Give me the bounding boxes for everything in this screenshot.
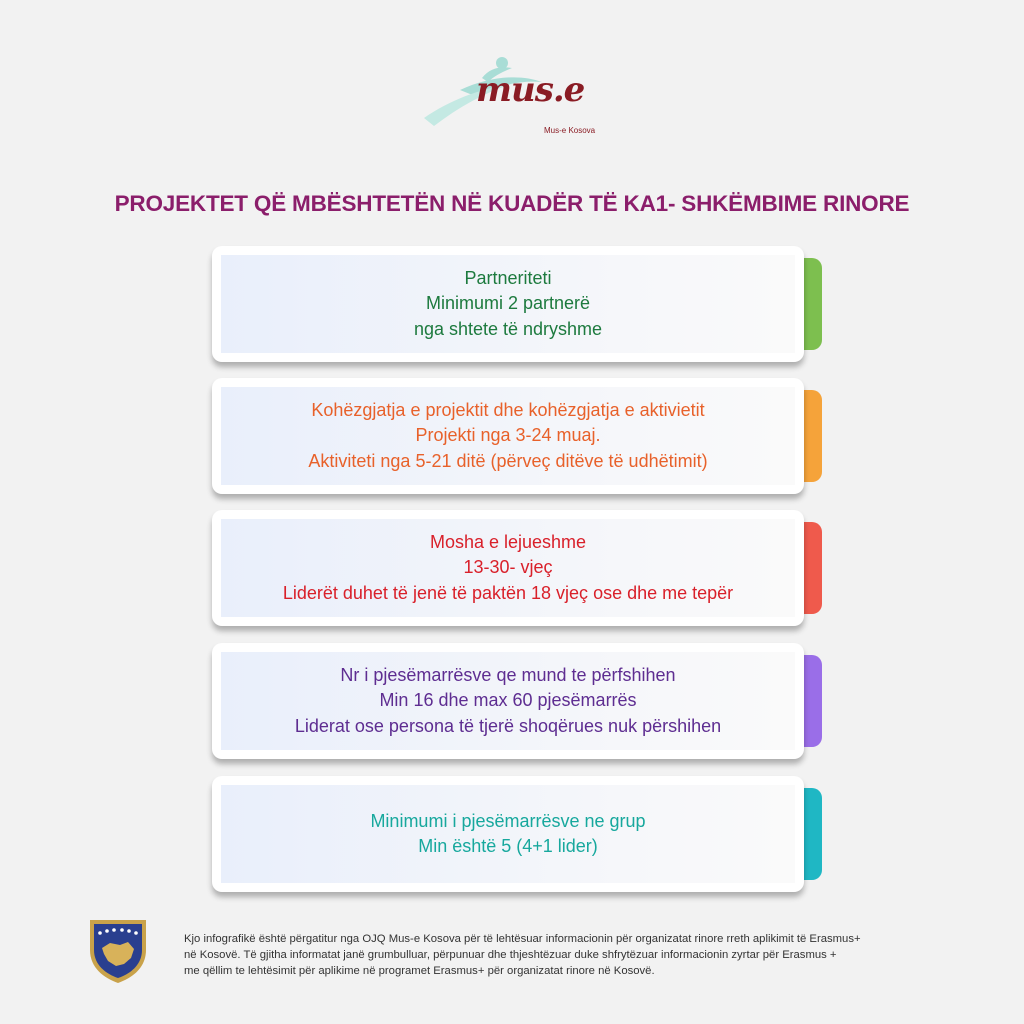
card-panel [212, 776, 804, 892]
footer-note [184, 931, 984, 979]
card-line: Minimumi 2 partnerë [425, 293, 591, 314]
card-content [221, 519, 795, 617]
footer-line: me qëllim te lehtësimit për aplikime në programet Erasmus+ për organizatat rinore në Kosovë. [184, 965, 655, 977]
card-panel [212, 246, 804, 362]
card-content [221, 652, 795, 750]
card-line: Aktiviteti nga 5-21 ditë (përveç ditëve të udhëtimit) [308, 450, 708, 471]
card-line: Projekti nga 3-24 muaj. [415, 425, 601, 446]
card-panel [212, 643, 804, 759]
info-card-duration [212, 378, 822, 496]
card-line: Liderat ose persona të tjerë shoqërues nuk përshihen [294, 715, 722, 736]
card-line: Min është 5 (4+1 lider) [418, 836, 598, 856]
card-heading: Partneriteti [464, 267, 552, 288]
card-line: nga shtete të ndryshme [413, 318, 603, 339]
card-line: Liderët duhet të jenë të paktën 18 vjeç ose dhe me tepër [282, 582, 734, 603]
card-content [221, 255, 795, 353]
card-heading: Mosha e lejueshme [429, 531, 587, 552]
info-card-age [212, 510, 822, 628]
card-content [221, 785, 795, 883]
info-card-participants [212, 643, 822, 761]
logo-wordmark: mus.e [476, 70, 585, 110]
card-heading: Kohëzgjatja e projektit dhe kohëzgjatja e aktivietit [311, 399, 705, 420]
card-panel [212, 378, 804, 494]
card-heading: Nr i pjesëmarrësve qe mund te përfshihen [340, 664, 676, 685]
card-content [221, 387, 795, 485]
card-panel [212, 510, 804, 626]
card-heading: Minimumi i pjesëmarrësve ne grup [370, 810, 646, 831]
page-title: PROJEKTET QË MBËSHTETËN NË KUADËR TË KA1- SHKËMBIME RINORE [114, 191, 910, 216]
mus-e-logo [420, 48, 610, 143]
info-card-group-minimum [212, 776, 822, 894]
footer-line: Kjo infografikë është përgatitur nga OJQ Mus-e Kosova për të lehtësuar informacionin për organizatat rinore rreth aplikimit të Erasmus+ [184, 933, 861, 945]
card-line: 13-30- vjeç [463, 557, 553, 578]
logo-caption: Mus-e Kosova [544, 126, 596, 135]
card-line: Min 16 dhe max 60 pjesëmarrës [379, 690, 637, 711]
footer-line: në Kosovë. Të gjitha informatat janë grumbulluar, përpunuar dhe thjeshtëzuar duke shfrytëzuar informacionin zyrtar për Erasmus + [184, 949, 837, 961]
kosovo-coat-of-arms-icon [86, 916, 150, 986]
info-card-partnership [212, 246, 822, 364]
